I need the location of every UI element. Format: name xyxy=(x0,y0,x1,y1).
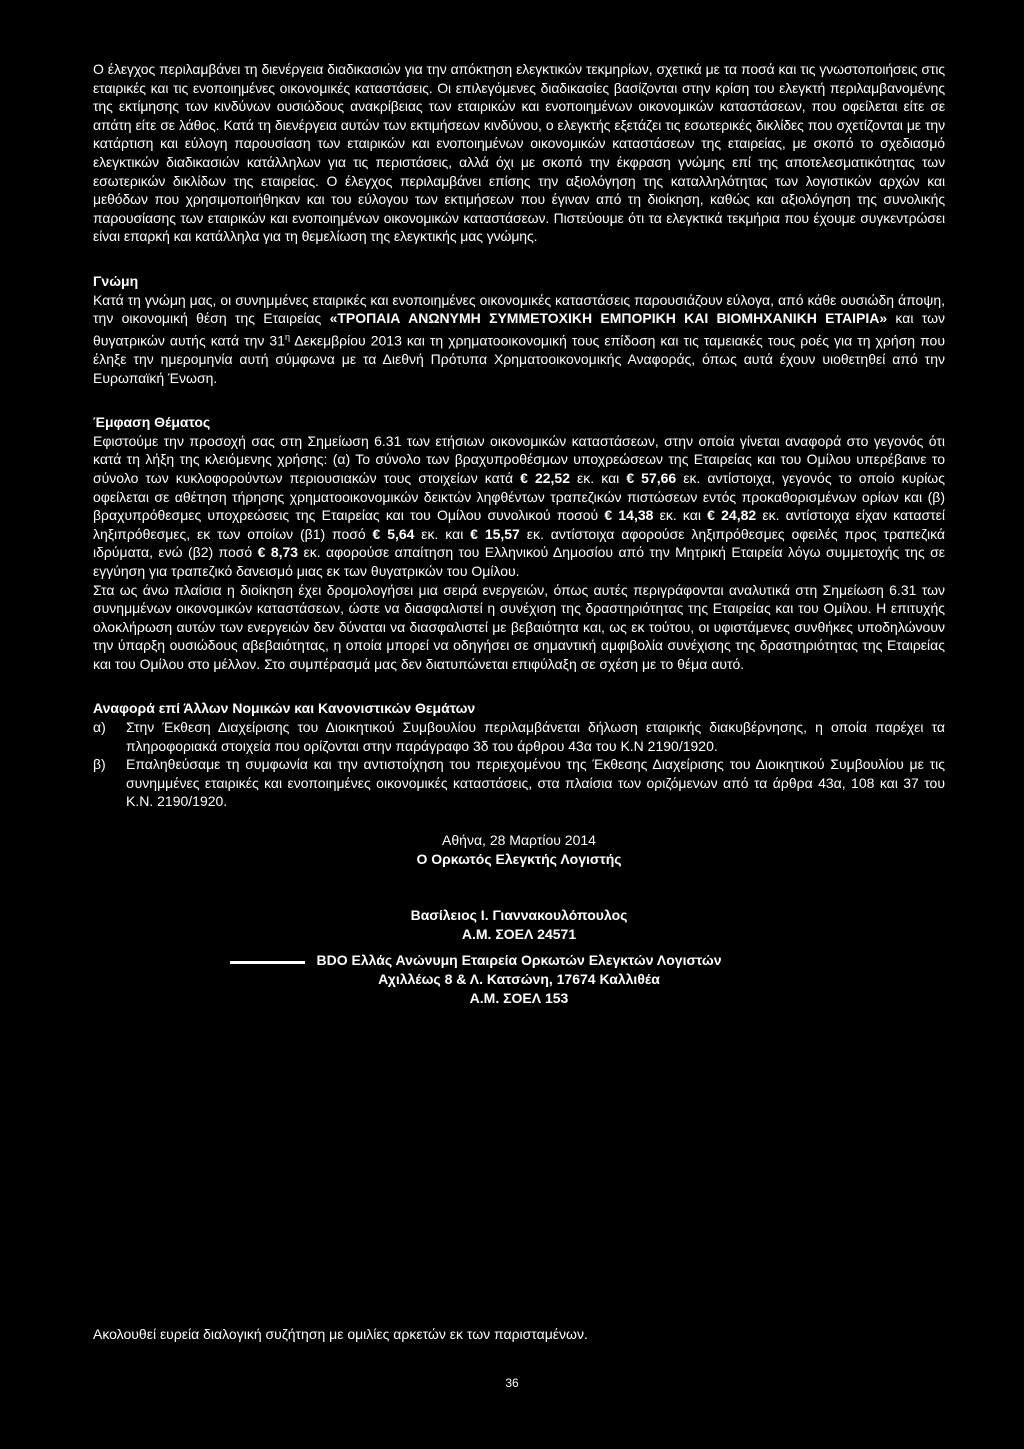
emphasis-text: εκ. αντίστοιχα είχαν καταστεί ληξιπρόθεσμες, εκ των οποίων (β1) ποσό xyxy=(93,507,946,542)
opinion-text-1: Κατά τη γνώμη μας, οι συνημμένες εταιρικές και ενοποιημένες οικονομικές καταστάσεις παρουσιάζουν εύλογα, από κάθε ουσιώδη άποψη, την οικονομική θέση της Εταιρείας xyxy=(93,291,945,327)
auditor-role: Ο Ορκωτός Ελεγκτής Λογιστής xyxy=(416,850,622,867)
signature-block xyxy=(93,831,945,1007)
emphasis-text: εκ. και xyxy=(414,525,471,542)
page-number: 36 xyxy=(505,1376,519,1390)
company-name: «ΤΡΟΠΑΙΑ ΑΝΩΝΥΜΗ ΣΥΜΜΕΤΟΧΙΚΗ ΕΜΠΟΡΙΚΗ ΚΑΙ ΒΙΟΜΗΧΑΝΙΚΗ ΕΤΑΙΡΙΑ» xyxy=(329,310,888,327)
other-matters-heading: Αναφορά επί Άλλων Νομικών και Κανονιστικών Θεμάτων xyxy=(93,700,476,717)
firm-address: Αχιλλέως 8 & Λ. Κατσώνη, 17674 Καλλιθέα xyxy=(378,971,660,987)
emphasis-text: εκ. αντίστοιχα, γεγονός το οποίο κυρίως οφείλεται σε αθέτηση τήρησης χρηματοοικονομικών δεικτών ληφθέντων τραπεζικών πιστώσεων εντός προκαθορισμένων ορίων και (β) βραχυπρόθεσμες υποχρεώσεις της Εταιρείας και του Ομίλου συνολικού ποσού xyxy=(93,469,945,524)
firm-line xyxy=(93,951,945,970)
emphasis-text: εκ. και xyxy=(570,469,627,486)
amount-value: € 14,38 xyxy=(604,507,654,524)
emphasis-text: εκ. αντίστοιχα αφορούσε ληξιπρόθεσμες οφειλές προς τραπεζικά ιδρύματα, ενώ (β2) ποσό xyxy=(93,525,945,561)
list-item xyxy=(93,718,945,755)
opinion-text-2: και των θυγατρικών αυτής κατά την 31 xyxy=(93,310,945,349)
emphasis-text: Εφιστούμε την προσοχή σας στη Σημείωση 6.31 των ετήσιων οικονομικών καταστάσεων, στην οποία γίνεται αναφορά στο γεγονός ότι κατά τη λήξη της κλειόμενης χρήσης: (α) Το σύνολο των βραχυπροθέσμων υποχρεώσεων της Εταιρείας και του Ομίλου υπερέβαινε το σύνολο των κυκλοφορούντων περιουσιακών τους στοιχείων κατά xyxy=(93,432,945,486)
emphasis-text: εκ. αφορούσε απαίτηση του Ελληνικού Δημοσίου από την Μητρική Εταιρεία λόγω συμμετοχής της σε εγγύηση για τραπεζικό δανεισμό μιας εκ των θυγατρικών του Ομίλου. xyxy=(93,544,945,579)
list-item-text: Στην Έκθεση Διαχείρισης του Διοικητικού Συμβουλίου περιλαμβάνεται δήλωση εταιρικής διακυβέρνησης, η οποία παρέχει τα πληροφοριακά στοιχεία που ορίζονται στην παράγραφο 3δ του άρθρου 43α του Κ.Ν 2190/1920. xyxy=(126,719,945,754)
opinion-text-3: Δεκεμβρίου 2013 και τη χρηματοοικονομική τους επίδοση και τις ταμειακές τους ροές για τη χρήση που έληξε την ημερομηνία αυτή σύμφωνα με τα Διεθνή Πρότυπα Χρηματοοικονομικής Αναφοράς, όπως αυτά έχουν υιοθετηθεί από την Ευρωπαϊκή Ένωση. xyxy=(93,332,945,386)
emphasis-section xyxy=(93,413,945,673)
intro-paragraph: Ο έλεγχος περιλαμβάνει τη διενέργεια διαδικασιών για την απόκτηση ελεγκτικών τεκμηρίων, σχετικά με τα ποσά και τις γνωστοποιήσεις στις εταιρικές και τις ενοποιημένες οικονομικές καταστάσεις. Οι επιλεγόμενες διαδικασίες βασίζονται στην κρίση του ελεγκτή περιλαμβανομένης της εκτίμησης των κινδύνων ουσιώδους ανακρίβειας των εταιρικών και ενοποιημένων οικονομικών καταστάσεων, που οφείλεται είτε σε απάτη είτε σε λάθος. Κατά τη διενέργεια αυτών των εκτιμήσεων κινδύνου, ο ελεγκτής εξετάζει τις εσωτερικές δικλίδες που σχετίζονται με την κατάρτιση και εύλογη παρουσίαση των εταιρικών και ενοποιημένων οικονομικών καταστάσεων της εταιρείας, με σκοπό το σχεδιασμό ελεγκτικών διαδικασιών κατάλληλων για τις περιστάσεις, αλλά όχι με σκοπό την έκφραση γνώμης επί της αποτελεσματικότητας των εσωτερικών δικλίδων της εταιρείας. Ο έλεγχος περιλαμβάνει επίσης την αξιολόγηση της καταλληλότητας των λογιστικών αρχών και μεθόδων που χρησιμοποιήθηκαν και του εύλογου των εκτιμήσεων που έγιναν από τη διοίκηση, καθώς και αξιολόγηση της συνολικής παρουσίασης των εταιρικών και ενοποιημένων οικονομικών καταστάσεων. Πιστεύουμε ότι τα ελεγκτικά τεκμήρια που έχουμε συγκεντρώσει είναι επαρκή και κατάλληλα για τη θεμελίωση της ελεγκτικής μας γνώμης. xyxy=(93,61,945,245)
opinion-heading: Γνώμη xyxy=(93,272,139,289)
emphasis-text: εκ. και xyxy=(653,507,708,524)
other-matters-list xyxy=(93,718,945,811)
list-item-text: Επαληθεύσαμε τη συμφωνία και την αντιστοίχηση του περιεχομένου της Έκθεσης Διαχείρισης του Διοικητικού Συμβουλίου με τις συνημμένες εταιρικές και ενοποιημένες οικονομικές καταστάσεις, στα πλαίσια των οριζόμενων από τα άρθρα 43α, 108 και 37 του Κ.Ν. 2190/1920. xyxy=(126,756,945,810)
list-item xyxy=(93,755,945,811)
emphasis-paragraph-2: Στα ως άνω πλαίσια η διοίκηση έχει δρομολογήσει μια σειρά ενεργειών, όπως αυτές περιγράφονται αναλυτικά στη Σημείωση 6.31 των συνημμένων οικονομικών καταστάσεων, ώστε να διασφαλιστεί η συνέχιση της δραστηριότητας της Εταιρείας και του Ομίλου. Η επιτυχής ολοκλήρωση αυτών των ενεργειών δεν δύναται να διασφαλιστεί με βεβαιότητα και, ως εκ τούτου, οι υφιστάμενες συνθήκες υποδηλώνουν την ύπαρξη ουσιώδους αβεβαιότητας, η οποία μπορεί να οδηγήσει σε σημαντική αμφιβολία συνέχισης της δραστηριότητας της Εταιρείας και του Ομίλου στο μέλλον. Στο συμπέρασμά μας δεν διατυπώνεται επιφύλαξη σε σχέση με το θέμα αυτό. xyxy=(93,581,945,672)
firm-name: BDO Ελλάς Ανώνυμη Εταιρεία Ορκωτών Ελεγκτών Λογιστών xyxy=(316,952,722,969)
other-matters-section xyxy=(93,699,945,811)
emphasis-heading: Έμφαση Θέματος xyxy=(93,414,211,431)
report-body xyxy=(93,60,945,1007)
amount-value: € 57,66 xyxy=(626,469,677,486)
auditor-registration: Α.Μ. ΣΟΕΛ 24571 xyxy=(461,925,577,942)
signature-line xyxy=(230,961,305,964)
auditor-name: Βασίλειος Ι. Γιαννακουλόπουλος xyxy=(410,907,628,924)
amount-value: € 5,64 xyxy=(372,525,415,542)
ordinal-suffix: η xyxy=(284,331,290,342)
list-marker: β) xyxy=(93,756,106,773)
list-marker: α) xyxy=(93,719,106,736)
opinion-paragraph xyxy=(93,291,945,388)
firm-registration: Α.Μ. ΣΟΕΛ 153 xyxy=(469,989,569,1006)
emphasis-paragraph-1 xyxy=(93,432,945,581)
amount-value: € 8,73 xyxy=(257,544,299,561)
place-date: Αθήνα, 28 Μαρτίου 2014 xyxy=(442,832,596,849)
amount-value: € 24,82 xyxy=(707,507,757,524)
amount-value: € 15,57 xyxy=(470,525,520,542)
opinion-section xyxy=(93,272,945,387)
closing-note: Ακολουθεί ευρεία διαλογική συζήτηση με ομιλίες αρκετών εκ των παρισταμένων. xyxy=(93,1326,588,1342)
amount-value: € 22,52 xyxy=(520,469,571,486)
